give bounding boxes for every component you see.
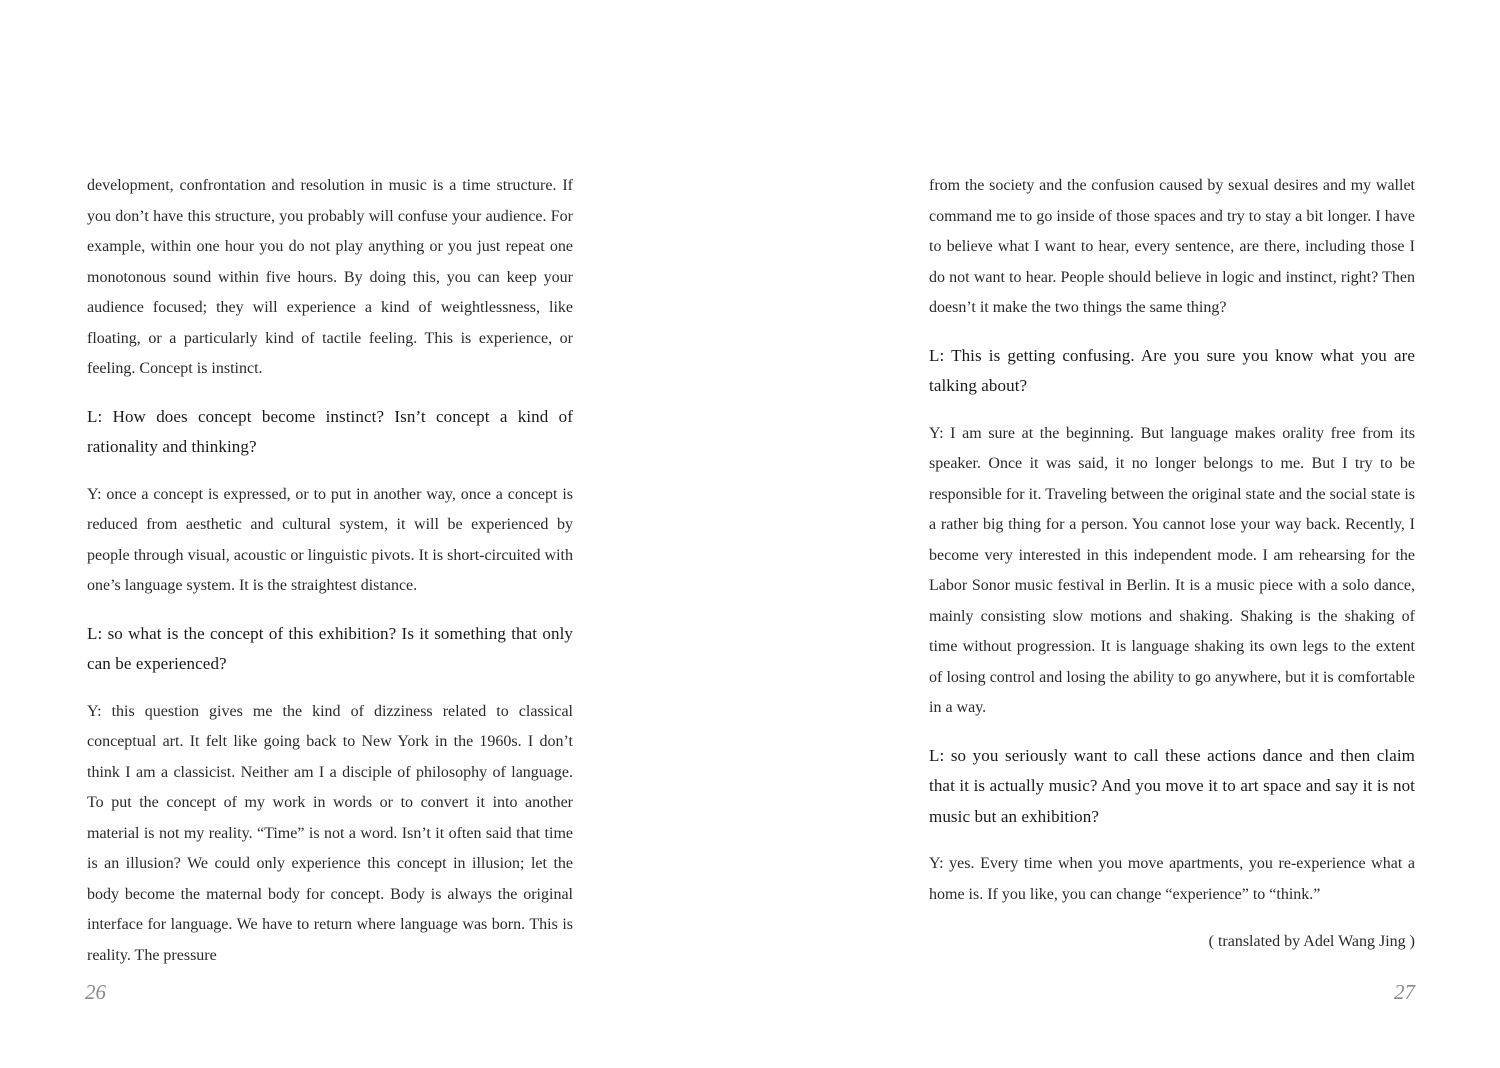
- paragraph-answer: Y: yes. Every time when you move apartments, you re-experience what a home is. If you like, you can change “experience” to “think.”: [929, 855, 1415, 903]
- paragraph-answer: development, confrontation and resolution in music is a time structure. If you don’t have this structure, you probably will confuse your audience. For example, within one hour you do not play anything or you just repeat one monotonous sound within five hours. By doing this, you can keep your audience focused; they will experience a kind of weightlessness, like floating, or a particularly kind of tactile feeling. This is experience, or feeling. Concept is instinct.: [87, 177, 573, 377]
- paragraph-question: L: so you seriously want to call these actions dance and then claim that it is actually music? And you move it to art space and say it is not music but an exhibition?: [929, 745, 1415, 826]
- right-page: [750, 0, 1500, 1068]
- page-number-left: 26: [85, 980, 106, 1004]
- paragraph-answer: Y: I am sure at the beginning. But language makes orality free from its speaker. Once it was said, it no longer belongs to me. But I try to be responsible for it. Traveling between the original state and the social state is a rather big thing for a person. You cannot lose your way back. Recently, I become very interested in this independent mode. I am rehearsing for the Labor Sonor music festival in Berlin. It is a music piece with a solo dance, mainly consisting slow motions and shaking. Shaking is the shaking of time without progression. It is language shaking its own legs to the extent of losing control and losing the ability to go anywhere, but it is comfortable in a way.: [929, 424, 1415, 716]
- paragraph-answer: from the society and the confusion caused by sexual desires and my wallet command me to go inside of those spaces and try to stay a bit longer. I have to believe what I want to hear, every sentence, are there, including those I do not want to hear. People should believe in logic and instinct, right? Then doesn’t it make the two things the same thing?: [929, 177, 1415, 316]
- left-text-column: [87, 171, 573, 988]
- page-number-right: 27: [1394, 980, 1415, 1004]
- paragraph-answer: Y: this question gives me the kind of dizziness related to classical conceptual art. It felt like going back to New York in the 1960s. I don’t think I am a classicist. Neither am I a disciple of philosophy of language. To put the concept of my work in words or to convert it into another material is not my reality. “Time” is not a word. Isn’t it often said that time is an illusion? We could only experience this concept in illusion; let the body become the maternal body for concept. Body is always the original interface for language. We have to return where language was born. This is reality. The pressure: [87, 702, 573, 964]
- paragraph-answer: Y: once a concept is expressed, or to put in another way, once a concept is reduced from aesthetic and cultural system, it will be experienced by people through visual, acoustic or linguistic pivots. It is short-circuited with one’s language system. It is the straightest distance.: [87, 485, 573, 594]
- paragraph-question: L: This is getting confusing. Are you sure you know what you are talking about?: [929, 345, 1415, 395]
- paragraph-question: L: How does concept become instinct? Isn’t concept a kind of rationality and thinking?: [87, 406, 573, 456]
- paragraph-question: L: so what is the concept of this exhibition? Is it something that only can be experienced?: [87, 623, 573, 673]
- right-text-column: [929, 171, 1415, 957]
- translator-credit: ( translated by Adel Wang Jing ): [1208, 933, 1415, 950]
